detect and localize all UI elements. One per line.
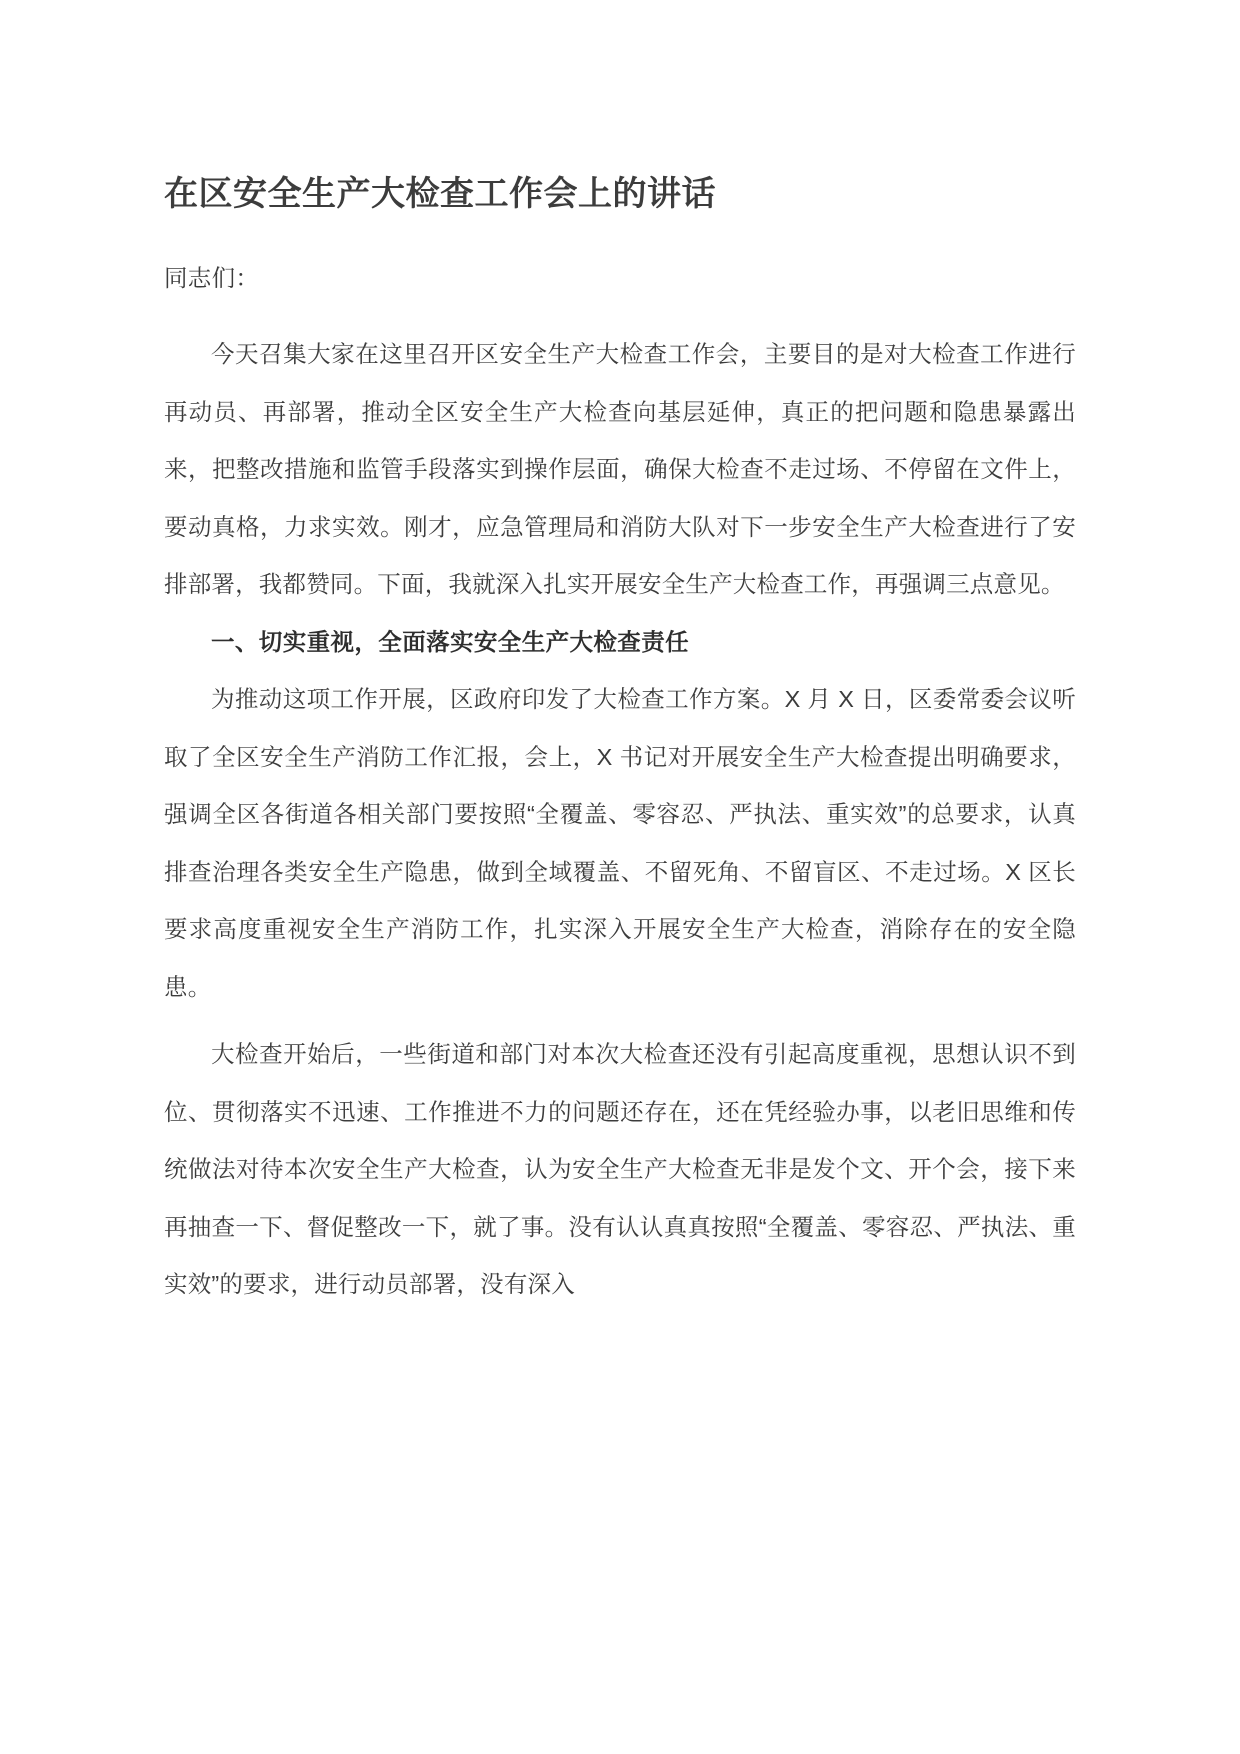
- section-heading-1: 一、切实重视，全面落实安全生产大检查责任: [211, 628, 689, 655]
- paragraph-section1-1: 为推动这项工作开展，区政府印发了大检查工作方案。X 月 X 日，区委常委会议听取了全区安全生产消防工作汇报，会上，X 书记对开展安全生产大检查提出明确要求，强调全区各街道各相关部门要按照“全覆盖、零容忍、严执法、重实效”的总要求，认真排查治理各类安全生产隐患，做到全域覆盖、不留死角、不留盲区、不走过场。X 区长要求高度重视安全生产消防工作，扎实深入开展安全生产大检查，消除存在的安全隐患。: [164, 686, 1076, 1000]
- page-title: 在区安全生产大检查工作会上的讲话: [164, 175, 716, 213]
- paragraph-opening: 今天召集大家在这里召开区安全生产大检查工作会，主要目的是对大检查工作进行再动员、再部署，推动全区安全生产大检查向基层延伸，真正的把问题和隐患暴露出来，把整改措施和监管手段落实到操作层面，确保大检查不走过场、不停留在文件上，要动真格，力求实效。刚才，应急管理局和消防大队对下一步安全生产大检查进行了安排部署，我都赞同。下面，我就深入扎实开展安全生产大检查工作，再强调三点意见。: [164, 341, 1076, 597]
- paragraph-section1-2: 大检查开始后，一些街道和部门对本次大检查还没有引起高度重视，思想认识不到位、贯彻落实不迅速、工作推进不力的问题还存在，还在凭经验办事，以老旧思维和传统做法对待本次安全生产大检查，认为安全生产大检查无非是发个文、开个会，接下来再抽查一下、督促整改一下，就了事。没有认认真真按照“全覆盖、零容忍、严执法、重实效”的要求，进行动员部署，没有深入: [164, 1041, 1076, 1297]
- salutation: 同志们：: [164, 265, 260, 291]
- paragraph-spacer: [164, 1016, 1076, 1026]
